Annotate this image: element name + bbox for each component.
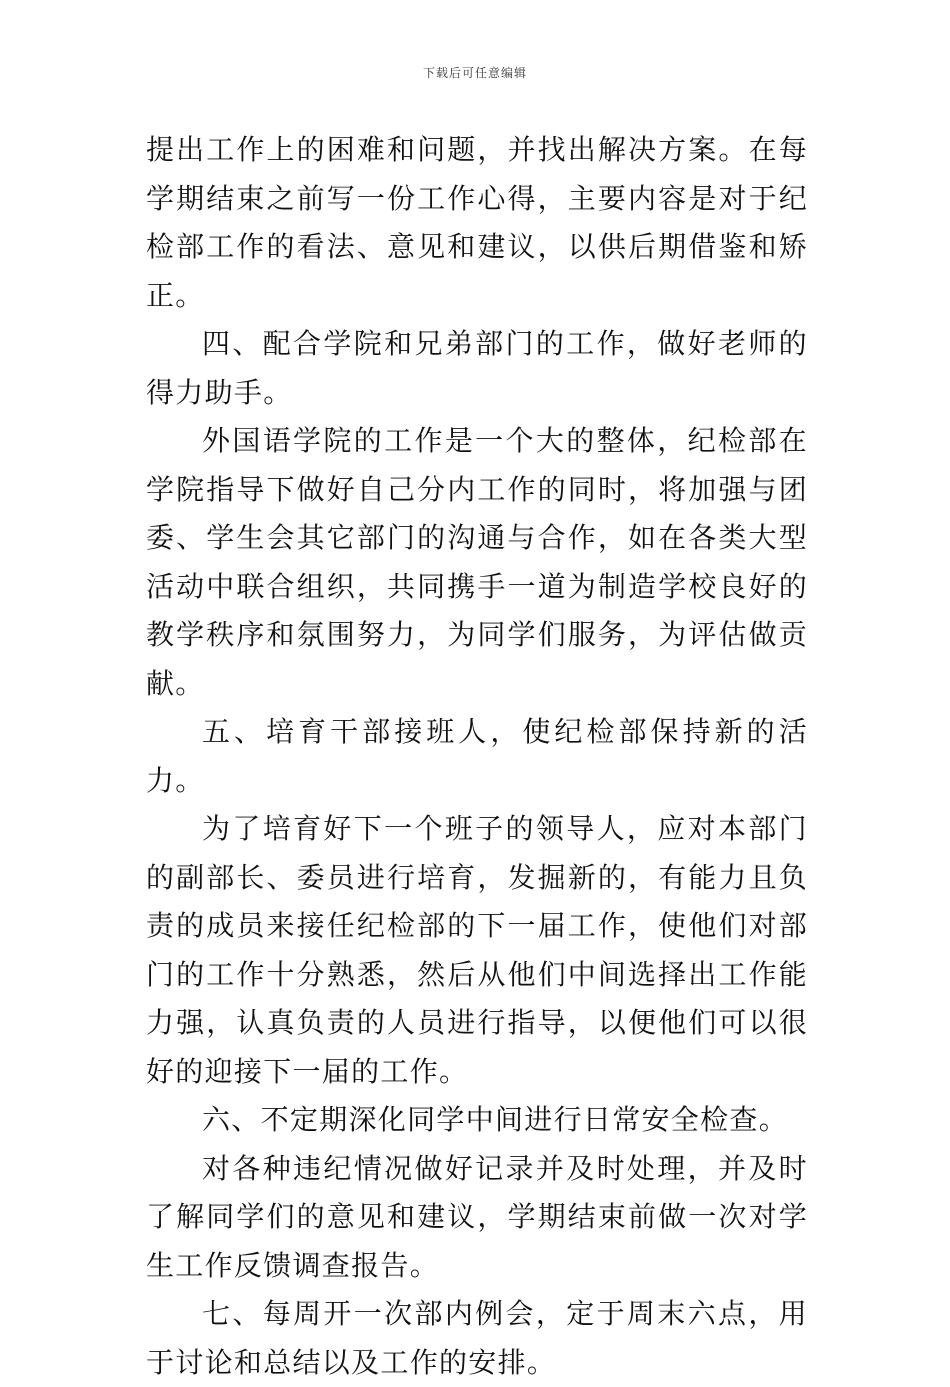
section-heading-7: 七、每周开一次部内例会，定于周末六点，用于讨论和总结以及工作的安排。 [146, 1297, 808, 1379]
page-header: 下载后可任意编辑 [422, 66, 527, 80]
section-heading-6: 六、不定期深化同学中间进行日常安全检查。 [202, 1103, 789, 1136]
paragraph-section-5: 为了培育好下一个班子的领导人，应对本部门的副部长、委员进行培育，发掘新的，有能力且负责的成员来接任纪检部的下一届工作，使他们对部门的工作十分熟悉，然后从他们中间选择出工作能力强，认真负责的人员进行指导，以便他们可以很好的迎接下一届的工作。 [146, 812, 808, 1088]
paragraph-continuation: 提出工作上的困难和问题，并找出解决方案。在每学期结束之前写一份工作心得，主要内容是对于纪检部工作的看法、意见和建议，以供后期借鉴和矫正。 [146, 133, 808, 312]
section-heading-5: 五、培育干部接班人，使纪检部保持新的活力。 [146, 715, 808, 797]
section-heading-4: 四、配合学院和兄弟部门的工作，做好老师的得力助手。 [146, 327, 808, 409]
document-body [146, 126, 808, 1387]
paragraph-section-6: 对各种违纪情况做好记录并及时处理，并及时了解同学们的意见和建议，学期结束前做一次对学生工作反馈调查报告。 [146, 1151, 808, 1282]
paragraph-section-4: 外国语学院的工作是一个大的整体，纪检部在学院指导下做好自己分内工作的同时，将加强与团委、学生会其它部门的沟通与合作，如在各类大型活动中联合组织，共同携手一道为制造学校良好的教学秩序和氛围努力，为同学们服务，为评估做贡献。 [146, 424, 808, 700]
